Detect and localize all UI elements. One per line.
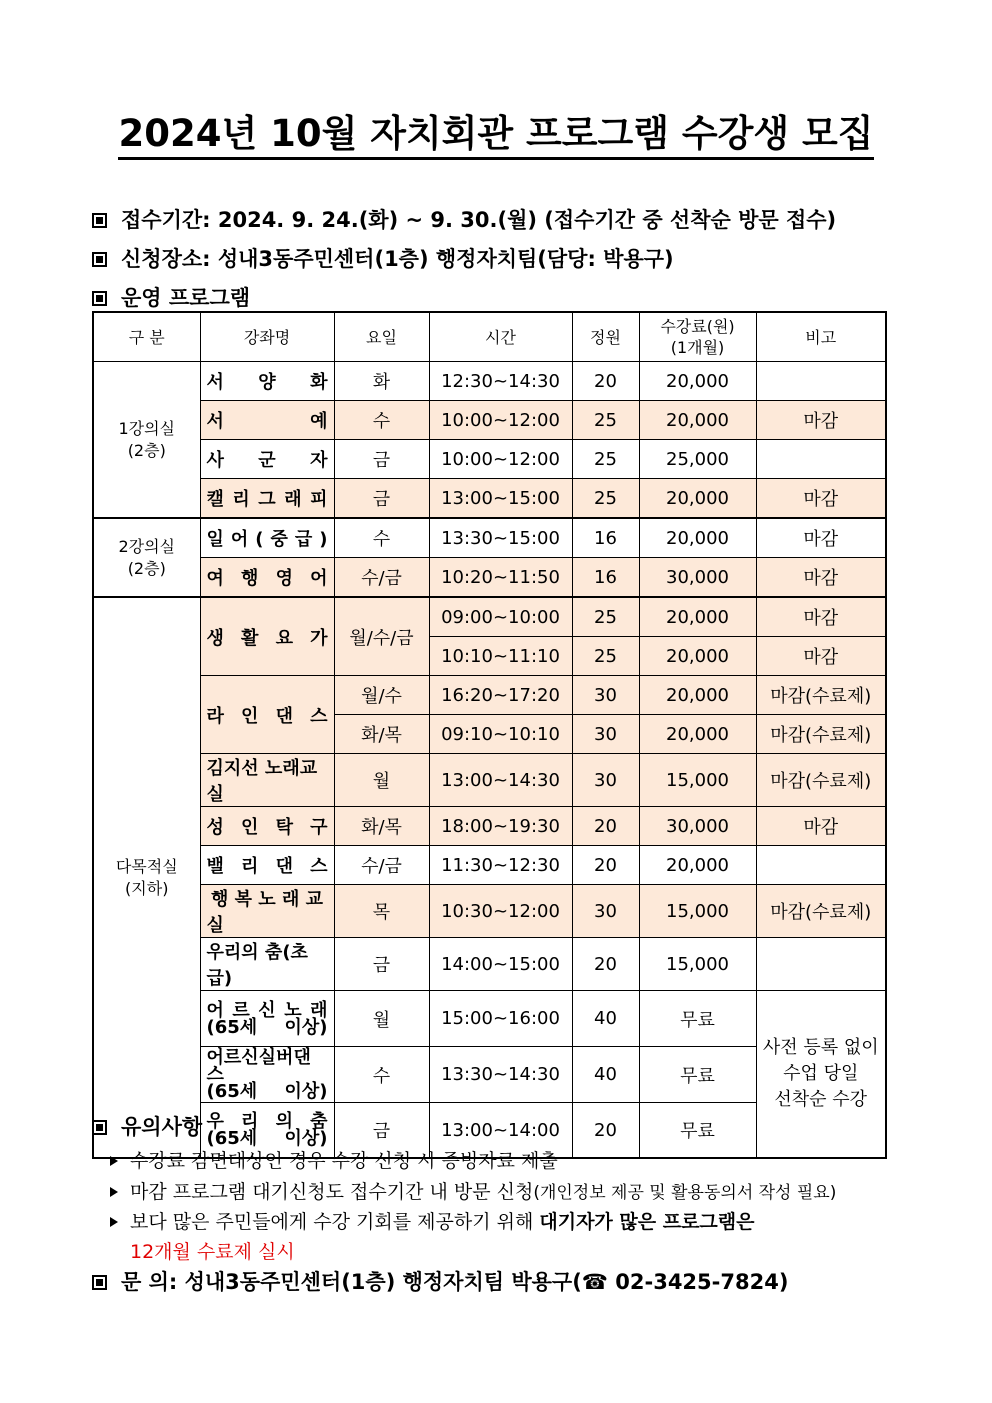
course-day: 금 (334, 1103, 429, 1159)
course-name: 여 행 영 어 (200, 558, 334, 598)
course-day: 수/금 (334, 846, 429, 885)
notes-heading: 유의사항 (92, 1111, 202, 1141)
course-capacity: 20 (572, 846, 639, 885)
course-day: 화/목 (334, 807, 429, 846)
table-row (93, 807, 886, 846)
course-time: 10:00~12:00 (429, 401, 572, 440)
free-course-note: 사전 등록 없이 수업 당일 선착순 수강 (756, 991, 886, 1159)
course-fee: 20,000 (639, 846, 756, 885)
header-course: 강좌명 (200, 312, 334, 362)
course-note: 마감(수료제) (756, 885, 886, 938)
course-time: 14:00~15:00 (429, 938, 572, 991)
course-day: 수 (334, 1047, 429, 1103)
info-period: 접수기간: 2024. 9. 24.(화) ~ 9. 30.(월) (접수기간 중 선착순 방문 접수) (92, 204, 836, 234)
course-name: 김지선 노래교실 (200, 754, 334, 807)
course-capacity: 16 (572, 518, 639, 558)
course-fee: 무료 (639, 1047, 756, 1103)
note-item: 수강료 감면대상인 경우 수강 신청 시 증빙자료 제출 (110, 1146, 558, 1173)
course-capacity: 25 (572, 440, 639, 479)
contact-info: 문 의: 성내3동주민센터(1층) 행정자치팀 박용구(☎ 02-3425-7824) (92, 1266, 788, 1296)
course-name: 일 어 ( 중 급 ) (200, 518, 334, 558)
course-day: 화/목 (334, 715, 429, 754)
course-time: 12:30~14:30 (429, 362, 572, 401)
course-name: 생 활 요 가 (200, 597, 334, 676)
course-day: 월 (334, 991, 429, 1047)
course-fee: 무료 (639, 1103, 756, 1159)
table-row (93, 401, 886, 440)
course-name: 어 르 신 노 래 (65세 이상) (200, 991, 334, 1047)
course-capacity: 20 (572, 1103, 639, 1159)
course-name: 밸 리 댄 스 (200, 846, 334, 885)
course-time: 18:00~19:30 (429, 807, 572, 846)
course-name: 캘 리 그 래 피 (200, 479, 334, 519)
course-time: 13:00~14:00 (429, 1103, 572, 1159)
square-bullet-icon (92, 1275, 107, 1290)
course-name: 서 예 (200, 401, 334, 440)
course-fee: 20,000 (639, 637, 756, 676)
course-day: 금 (334, 440, 429, 479)
course-fee: 30,000 (639, 558, 756, 598)
header-category: 구 분 (93, 312, 200, 362)
room-3: 다목적실 (지하) (93, 597, 200, 1158)
course-fee: 15,000 (639, 938, 756, 991)
table-row (93, 754, 886, 807)
course-note (756, 440, 886, 479)
course-note (756, 938, 886, 991)
table-row (93, 885, 886, 938)
course-day: 월/수 (334, 676, 429, 715)
course-time: 10:00~12:00 (429, 440, 572, 479)
course-capacity: 25 (572, 597, 639, 637)
square-bullet-icon (92, 252, 107, 267)
table-header (93, 312, 886, 362)
table-row (93, 479, 886, 519)
course-fee: 20,000 (639, 479, 756, 519)
square-bullet-icon (92, 291, 107, 306)
course-name: 서 양 화 (200, 362, 334, 401)
course-day: 수 (334, 401, 429, 440)
course-fee: 15,000 (639, 754, 756, 807)
course-day: 월 (334, 754, 429, 807)
course-note: 마감 (756, 401, 886, 440)
note-item: 보다 많은 주민들에게 수강 기회를 제공하기 위해 대기자가 많은 프로그램은 (110, 1207, 754, 1234)
table-row (93, 676, 886, 715)
page-title: 2024년 10월 자치회관 프로그램 수강생 모집 (0, 103, 992, 157)
course-note: 마감 (756, 597, 886, 637)
course-capacity: 25 (572, 401, 639, 440)
course-fee: 20,000 (639, 597, 756, 637)
course-note (756, 846, 886, 885)
room-1: 1강의실 (2층) (93, 362, 200, 519)
course-time: 10:10~11:10 (429, 637, 572, 676)
square-bullet-icon (92, 1120, 107, 1135)
course-time: 09:00~10:00 (429, 597, 572, 637)
header-fee: 수강료(원) (1개월) (639, 312, 756, 362)
info-programs: 운영 프로그램 (92, 282, 250, 312)
note-item: 마감 프로그램 대기신청도 접수기간 내 방문 신청(개인정보 제공 및 활용동의서 작성 필요) (110, 1177, 836, 1204)
course-capacity: 20 (572, 807, 639, 846)
course-note: 마감 (756, 518, 886, 558)
course-capacity: 20 (572, 938, 639, 991)
course-name: 성 인 탁 구 (200, 807, 334, 846)
table-row (93, 558, 886, 598)
course-time: 15:00~16:00 (429, 991, 572, 1047)
course-note: 마감(수료제) (756, 754, 886, 807)
course-time: 10:20~11:50 (429, 558, 572, 598)
table-row (93, 846, 886, 885)
course-time: 10:30~12:00 (429, 885, 572, 938)
info-place: 신청장소: 성내3동주민센터(1층) 행정자치팀(담당: 박용구) (92, 243, 674, 273)
table-row (93, 518, 886, 558)
course-day: 수 (334, 518, 429, 558)
course-capacity: 40 (572, 991, 639, 1047)
course-note: 마감 (756, 558, 886, 598)
note-item-red: 12개월 수료제 실시 (130, 1241, 295, 1263)
course-time: 13:30~15:00 (429, 518, 572, 558)
room-2: 2강의실 (2층) (93, 518, 200, 597)
course-day: 금 (334, 479, 429, 519)
arrow-bullet-icon (110, 1156, 118, 1166)
course-note: 마감 (756, 479, 886, 519)
header-capacity: 정원 (572, 312, 639, 362)
course-capacity: 25 (572, 637, 639, 676)
course-note: 마감 (756, 637, 886, 676)
course-name: 사 군 자 (200, 440, 334, 479)
course-capacity: 30 (572, 754, 639, 807)
course-day: 수/금 (334, 558, 429, 598)
program-table (92, 311, 887, 1159)
course-fee: 20,000 (639, 715, 756, 754)
course-note: 마감 (756, 807, 886, 846)
course-name: 우리의 춤(초급) (200, 938, 334, 991)
course-time: 13:30~14:30 (429, 1047, 572, 1103)
table-row (93, 597, 886, 637)
arrow-bullet-icon (110, 1187, 118, 1197)
course-capacity: 40 (572, 1047, 639, 1103)
course-name: 어르신실버댄스 (65세 이상) (200, 1047, 334, 1103)
course-time: 13:00~14:30 (429, 754, 572, 807)
course-fee: 25,000 (639, 440, 756, 479)
course-time: 11:30~12:30 (429, 846, 572, 885)
course-day: 월/수/금 (334, 597, 429, 676)
course-day: 화 (334, 362, 429, 401)
course-time: 13:00~15:00 (429, 479, 572, 519)
course-name: 라 인 댄 스 (200, 676, 334, 754)
header-day: 요일 (334, 312, 429, 362)
square-bullet-icon (92, 213, 107, 228)
course-fee: 무료 (639, 991, 756, 1047)
table-row (93, 440, 886, 479)
table-row (93, 362, 886, 401)
arrow-bullet-icon (110, 1217, 118, 1227)
course-fee: 20,000 (639, 401, 756, 440)
course-fee: 20,000 (639, 362, 756, 401)
header-time: 시간 (429, 312, 572, 362)
course-capacity: 25 (572, 479, 639, 519)
course-day: 목 (334, 885, 429, 938)
course-capacity: 30 (572, 715, 639, 754)
course-name: 행 복 노 래 교 실 (200, 885, 334, 938)
table-row (93, 938, 886, 991)
course-capacity: 20 (572, 362, 639, 401)
course-note: 마감(수료제) (756, 715, 886, 754)
course-fee: 15,000 (639, 885, 756, 938)
course-capacity: 16 (572, 558, 639, 598)
course-day: 금 (334, 938, 429, 991)
course-fee: 20,000 (639, 518, 756, 558)
course-time: 16:20~17:20 (429, 676, 572, 715)
course-note (756, 362, 886, 401)
course-fee: 20,000 (639, 676, 756, 715)
course-time: 09:10~10:10 (429, 715, 572, 754)
course-name: 우 리 의 춤 (65세 이상) (200, 1103, 334, 1159)
table-row (93, 991, 886, 1047)
course-note: 마감(수료제) (756, 676, 886, 715)
header-note: 비고 (756, 312, 886, 362)
course-fee: 30,000 (639, 807, 756, 846)
course-capacity: 30 (572, 885, 639, 938)
course-capacity: 30 (572, 676, 639, 715)
